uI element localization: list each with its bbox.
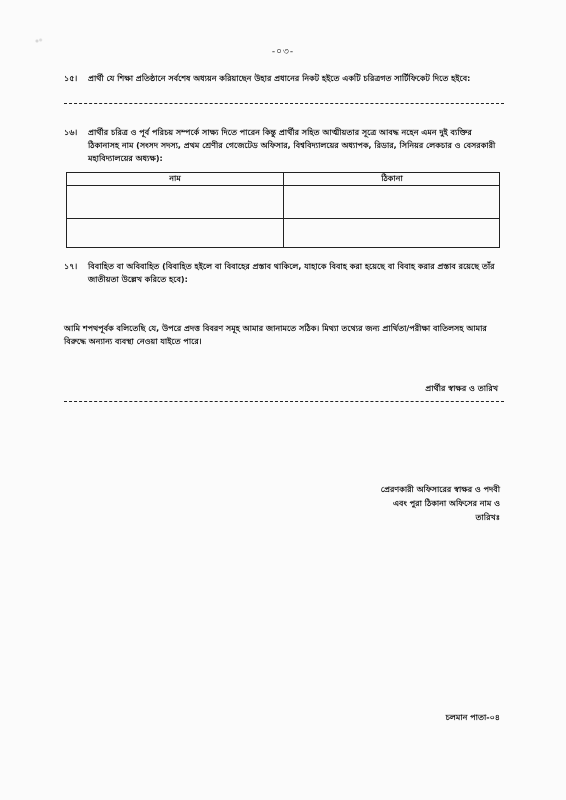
- table-header-address: ঠিকানা: [381, 174, 403, 183]
- declaration-text: আমি শপথপূর্বক বলিতেছি যে, উপরে প্রদত্ত বিবরণ সমূহ আমার জানামতে সঠিক। মিথ্যা তথ্যের জন্য প্রার্থিতা/পরীক্ষা বাতিলসহ আমার বিরুদ্ধে অন্যান্য ব্যবস্থা নেওয়া যাইতে পারে।: [64, 324, 487, 346]
- dashed-divider: [64, 401, 504, 402]
- table-header-name: নাম: [67, 173, 284, 185]
- table-cell-name[interactable]: [67, 219, 284, 247]
- table-cell-address[interactable]: [284, 186, 500, 218]
- officer-line: প্রেরণকারী অফিসারের স্বাক্ষর ও পদবী: [380, 485, 500, 494]
- item-number: ১৫।: [64, 74, 78, 83]
- officer-line: তারিখঃ: [475, 513, 500, 522]
- item-text: প্রার্থীর চরিত্র ও পূর্ব পরিচয় সম্পর্কে সাক্ষ্য দিতে পারেন কিন্তু প্রার্থীর সহিত আত্মীয়তার সূত্রে আবদ্ধ নহেন এমন দুই ব্যক্তির ঠিকানাসহ নাম (সংসদ সদস্য, প্রথম শ্রেণীর গেজেটেড অফিসার, বিশ্ববিদ্যালয়ের অধ্যাপক, রিডার, সিনিয়র লেকচার ও বেসরকারী মহাবিদ্যালয়ের অধ্যক্ষ):: [88, 128, 496, 163]
- item-text: বিবাহিত বা অবিবাহিত (বিবাহিত হইলে বা বিবাহের প্রস্তাব থাকিলে, যাহাকে বিবাহ করা হয়েছে বা বিবাহ করার প্রস্তাব রয়েছে তাঁর জাতীয়তা উল্লেখ করিতে হবে):: [88, 262, 495, 284]
- item-17: [64, 260, 504, 286]
- dashed-divider: [64, 103, 504, 104]
- item-15: [64, 72, 504, 85]
- page-number: -০৩-: [271, 47, 295, 57]
- item-number: ১৬।: [64, 128, 78, 137]
- item-16: [64, 126, 504, 165]
- forwarding-officer-block: [340, 483, 500, 525]
- table-row: [67, 186, 499, 219]
- continued-page-label: চলমান পাতা-০৪: [445, 713, 500, 722]
- officer-line: এবং পুরা ঠিকানা অফিসের নাম ও: [392, 499, 500, 508]
- item-number: ১৭।: [64, 262, 78, 271]
- table-row: [67, 219, 499, 247]
- table-header-row: [67, 173, 499, 186]
- table-cell-address[interactable]: [284, 219, 500, 247]
- table-cell-name[interactable]: [67, 186, 284, 218]
- candidate-signature-label: প্রার্থীর স্বাক্ষর ও তারিখ: [425, 384, 498, 393]
- referee-table: [66, 172, 500, 248]
- item-text: প্রার্থী যে শিক্ষা প্রতিষ্ঠানে সর্বশেষ অধ্যয়ন করিয়াছেন উহার প্রধানের নিকট হইতে একটি চরিত্রগত সার্টিফিকেট দিতে হইবে:: [88, 74, 471, 83]
